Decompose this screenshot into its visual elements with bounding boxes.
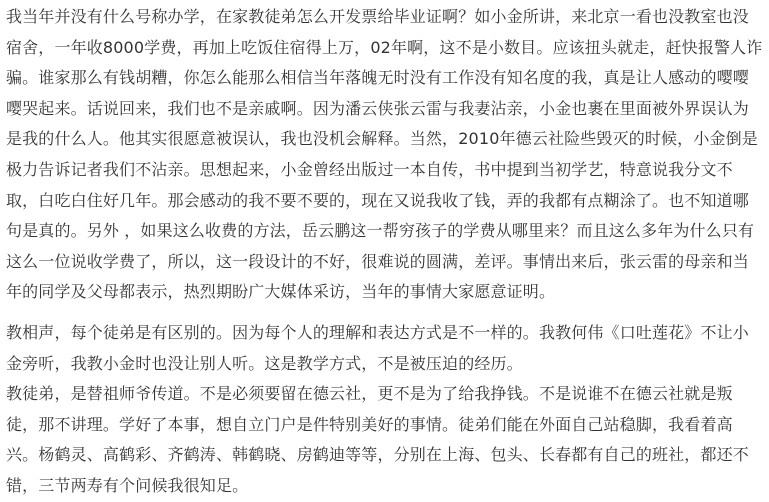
paragraph-3: 教徒弟，是替祖师爷传道。不是必须要留在德云社，更不是为了给我挣钱。不是说谁不在德云社就是叛徒，那不讲理。学好了本事，想自立门户是件特别美好的事情。徒弟们能在外面自己站稳脚，我看着高兴。杨鹤灵、高鹤彩、齐鹤涛、韩鹤晓、房鹤迪等等，分别在上海、包头、长春都有自己的班社，都还不错，三节两寿有个问候我很知足。 — [6, 384, 749, 495]
paragraph-1: 我当年并没有什么号称办学，在家教徒弟怎么开发票给毕业证啊？如小金所讲，来北京一看也没教室也没宿舍，一年收8000学费，再加上吃饭住宿得上万，02年啊，这不是小数目。应该扭头就走，赶快报警人诈骗。谁家那么有钱胡糟，你怎么能那么相信当年落魄无时没有工作没有知名度的我，真是让人感动的嘤嘤嘤哭起来。话说回来，我们也不是亲戚啊。因为潘云侠张云雷与我妻沾亲，小金也裹在里面被外界误认为是我的什么人。他其实很愿意被误认，我也没机会解释。当然，2010年德云社险些毁灭的时候，小金倒是极力告诉记者我们不沾亲。思想起来，小金曾经出版过一本自传，书中提到当初学艺，特意说我分文不取，白吃白住好几年。那会感动的我不要不要的，现在又说我收了钱，弄的我都有点糊涂了。也不知道哪句是真的。另外 ，如果这么收费的方法，岳云鹏这一帮穷孩子的学费从哪里来？而且这么多年为什么只有这么一位说收学费了，所以，这一段设计的不好，很难说的圆满，差评。事情出来后，张云雷的母亲和当年的同学及父母都表示，热烈期盼广大媒体采访，当年的事情大家愿意证明。 — [6, 7, 763, 302]
paragraph-2: 教相声，每个徒弟是有区别的。因为每个人的理解和表达方式是不一样的。我教何伟《口吐莲花》不让小金旁听，我教小金时也没让别人听。这是教学方式，不是被压迫的经历。 — [6, 322, 749, 373]
